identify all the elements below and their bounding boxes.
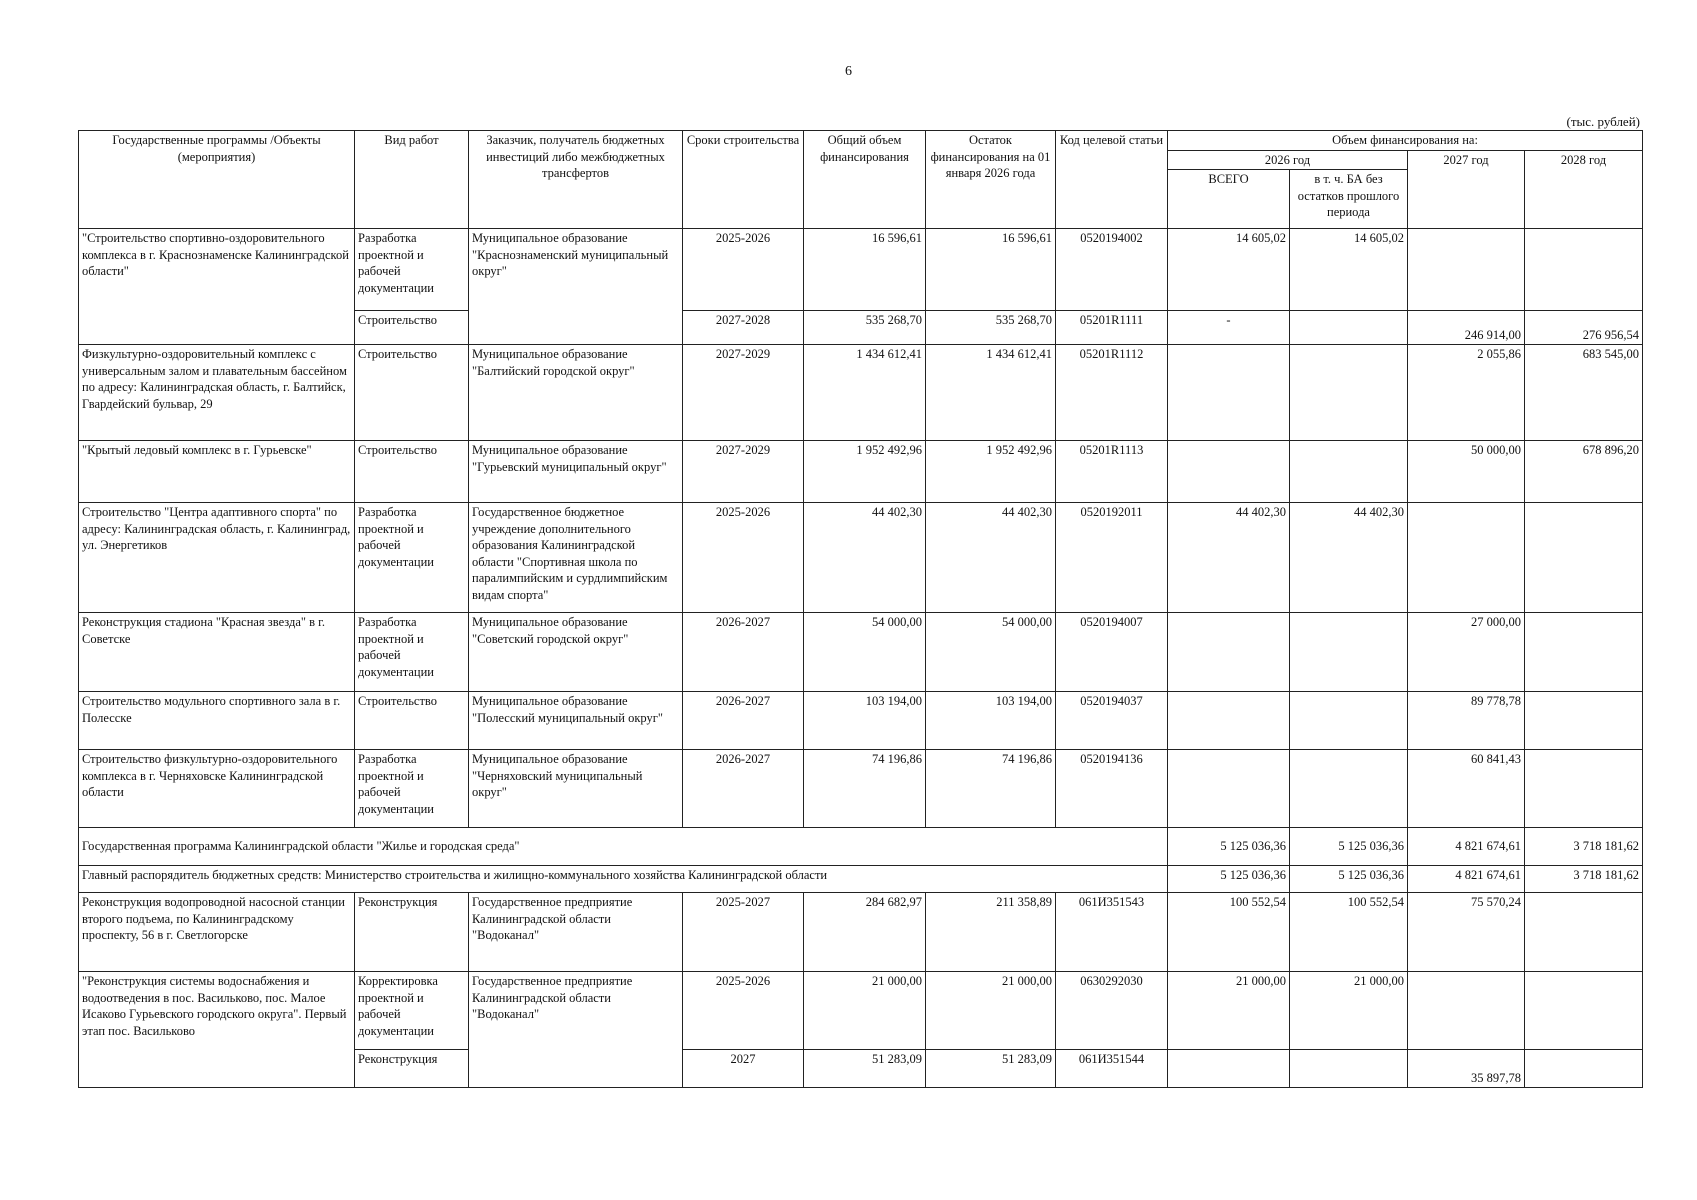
table-row: [79, 893, 1643, 972]
work-type: Разработка проектной и рабочей документации: [355, 503, 469, 613]
amount-2028: 683 545,00: [1525, 345, 1643, 441]
period: 2025-2027: [683, 893, 804, 972]
header-program: Государственные программы /Объекты (мероприятия): [79, 131, 355, 229]
amount-2028: [1525, 1050, 1643, 1088]
amount-2027: 35 897,78: [1408, 1050, 1525, 1088]
object-name: Реконструкция водопроводной насосной станции второго подъема, по Калининградскому проспекту, 56 в г. Светлогорске: [79, 893, 355, 972]
units-note: (тыс. рублей): [1566, 114, 1640, 129]
total-amount: 54 000,00: [804, 613, 926, 692]
header-2027: 2027 год: [1408, 150, 1525, 229]
total-amount: 535 268,70: [804, 311, 926, 345]
period: 2025-2026: [683, 972, 804, 1050]
all-2026: [1168, 441, 1290, 503]
header-remainder: Остаток финансирования на 01 января 2026 года: [926, 131, 1056, 229]
total-amount: 1 952 492,96: [804, 441, 926, 503]
remainder-amount: 211 358,89: [926, 893, 1056, 972]
header-all: ВСЕГО: [1168, 170, 1290, 229]
all-2026: 14 605,02: [1168, 229, 1290, 311]
amount-2028: [1525, 613, 1643, 692]
table-row: [79, 345, 1643, 441]
amount-2027: [1408, 503, 1525, 613]
customer: Муниципальное образование "Советский городской округ": [469, 613, 683, 692]
header-2026: 2026 год: [1168, 150, 1408, 170]
work-type: Разработка проектной и рабочей документации: [355, 229, 469, 311]
remainder-amount: 21 000,00: [926, 972, 1056, 1050]
header-period: Сроки строительства: [683, 131, 804, 229]
program-2027: 4 821 674,61: [1408, 828, 1525, 866]
amount-2027: 89 778,78: [1408, 692, 1525, 750]
work-type: Строительство: [355, 692, 469, 750]
all-2026: 44 402,30: [1168, 503, 1290, 613]
amount-2028: [1525, 893, 1643, 972]
period: 2027-2029: [683, 441, 804, 503]
amount-2027: 246 914,00: [1408, 311, 1525, 345]
all-2026: [1168, 750, 1290, 828]
object-name: Строительство модульного спортивного зала в г. Полесске: [79, 692, 355, 750]
ba-2026: [1290, 311, 1408, 345]
amount-2027: [1408, 972, 1525, 1050]
target-code: 0630292030: [1056, 972, 1168, 1050]
amount-2028: [1525, 972, 1643, 1050]
manager-2027: 4 821 674,61: [1408, 866, 1525, 893]
object-name: Строительство физкультурно-оздоровительного комплекса в г. Черняховске Калининградской области: [79, 750, 355, 828]
total-amount: 21 000,00: [804, 972, 926, 1050]
table-row: [79, 692, 1643, 750]
amount-2027: [1408, 229, 1525, 311]
period: 2026-2027: [683, 613, 804, 692]
period: 2026-2027: [683, 750, 804, 828]
customer: Муниципальное образование "Черняховский муниципальный округ": [469, 750, 683, 828]
total-amount: 103 194,00: [804, 692, 926, 750]
manager-2028: 3 718 181,62: [1525, 866, 1643, 893]
total-amount: 284 682,97: [804, 893, 926, 972]
table-row: [79, 613, 1643, 692]
customer: Муниципальное образование "Балтийский городской округ": [469, 345, 683, 441]
header-funding: Объем финансирования на:: [1168, 131, 1643, 151]
amount-2027: 60 841,43: [1408, 750, 1525, 828]
header-work-type: Вид работ: [355, 131, 469, 229]
table-row: [79, 750, 1643, 828]
period: 2025-2026: [683, 503, 804, 613]
program-2028: 3 718 181,62: [1525, 828, 1643, 866]
period: 2027-2028: [683, 311, 804, 345]
amount-2028: [1525, 692, 1643, 750]
all-2026: [1168, 692, 1290, 750]
header-customer: Заказчик, получатель бюджетных инвестиций либо межбюджетных трансфертов: [469, 131, 683, 229]
table-row: [79, 441, 1643, 503]
amount-2027: 2 055,86: [1408, 345, 1525, 441]
period: 2027: [683, 1050, 804, 1088]
remainder-amount: 1 952 492,96: [926, 441, 1056, 503]
remainder-amount: 103 194,00: [926, 692, 1056, 750]
remainder-amount: 1 434 612,41: [926, 345, 1056, 441]
program-all-2026: 5 125 036,36: [1168, 828, 1290, 866]
all-2026: 100 552,54: [1168, 893, 1290, 972]
page-number: 6: [845, 64, 852, 79]
all-2026: [1168, 1050, 1290, 1088]
target-code: 0520194007: [1056, 613, 1168, 692]
customer: Государственное предприятие Калининградской области "Водоканал": [469, 893, 683, 972]
manager-ba-2026: 5 125 036,36: [1290, 866, 1408, 893]
ba-2026: [1290, 750, 1408, 828]
ba-2026: [1290, 692, 1408, 750]
total-amount: 74 196,86: [804, 750, 926, 828]
program-ba-2026: 5 125 036,36: [1290, 828, 1408, 866]
main-manager-label: Главный распорядитель бюджетных средств: Министерство строительства и жилищно-коммунального хозяйства Калининградской области: [79, 866, 1168, 893]
amount-2028: [1525, 229, 1643, 311]
header-ba: в т. ч. БА без остатков прошлого периода: [1290, 170, 1408, 229]
remainder-amount: 51 283,09: [926, 1050, 1056, 1088]
table-row: [79, 229, 1643, 311]
manager-all-2026: 5 125 036,36: [1168, 866, 1290, 893]
work-type: Строительство: [355, 345, 469, 441]
customer: Муниципальное образование "Полесский муниципальный округ": [469, 692, 683, 750]
ba-2026: 44 402,30: [1290, 503, 1408, 613]
all-2026: [1168, 613, 1290, 692]
target-code: 061И351544: [1056, 1050, 1168, 1088]
ba-2026: 14 605,02: [1290, 229, 1408, 311]
ba-2026: [1290, 441, 1408, 503]
amount-2028: [1525, 503, 1643, 613]
main-manager-row: [79, 866, 1643, 893]
period: 2025-2026: [683, 229, 804, 311]
amount-2028: 678 896,20: [1525, 441, 1643, 503]
amount-2028: [1525, 750, 1643, 828]
customer: Государственное предприятие Калининградской области "Водоканал": [469, 972, 683, 1088]
total-amount: 16 596,61: [804, 229, 926, 311]
amount-2027: 27 000,00: [1408, 613, 1525, 692]
ba-2026: 100 552,54: [1290, 893, 1408, 972]
program-total-row: [79, 828, 1643, 866]
header-total: Общий объем финансирования: [804, 131, 926, 229]
table-row: [79, 503, 1643, 613]
work-type: Корректировка проектной и рабочей документации: [355, 972, 469, 1050]
period: 2026-2027: [683, 692, 804, 750]
work-type: Разработка проектной и рабочей документации: [355, 750, 469, 828]
object-name: "Строительство спортивно-оздоровительного комплекса в г. Краснознаменске Калининградской области": [79, 229, 355, 345]
target-code: 061И351543: [1056, 893, 1168, 972]
total-amount: 1 434 612,41: [804, 345, 926, 441]
target-code: 0520194037: [1056, 692, 1168, 750]
object-name: Строительство "Центра адаптивного спорта" по адресу: Калининградская область, г. Калининград, ул. Энергетиков: [79, 503, 355, 613]
financing-table: [78, 130, 1643, 1088]
work-type: Строительство: [355, 311, 469, 345]
target-code: 05201R1112: [1056, 345, 1168, 441]
target-code: 0520192011: [1056, 503, 1168, 613]
ba-2026: 21 000,00: [1290, 972, 1408, 1050]
ba-2026: [1290, 345, 1408, 441]
total-amount: 44 402,30: [804, 503, 926, 613]
amount-2027: 50 000,00: [1408, 441, 1525, 503]
object-name: "Реконструкция системы водоснабжения и водоотведения в пос. Васильково, пос. Малое Исаково Гурьевского городского округа". Первый этап пос. Васильково: [79, 972, 355, 1088]
object-name: Реконструкция стадиона "Красная звезда" в г. Советске: [79, 613, 355, 692]
customer: Муниципальное образование "Краснознаменский муниципальный округ": [469, 229, 683, 345]
remainder-amount: 54 000,00: [926, 613, 1056, 692]
work-type: Реконструкция: [355, 893, 469, 972]
program-title: Государственная программа Калининградской области "Жилье и городская среда": [79, 828, 1168, 866]
work-type: Реконструкция: [355, 1050, 469, 1088]
all-2026: [1168, 345, 1290, 441]
remainder-amount: 74 196,86: [926, 750, 1056, 828]
amount-2027: 75 570,24: [1408, 893, 1525, 972]
work-type: Разработка проектной и рабочей документации: [355, 613, 469, 692]
total-amount: 51 283,09: [804, 1050, 926, 1088]
target-code: 05201R1113: [1056, 441, 1168, 503]
work-type: Строительство: [355, 441, 469, 503]
period: 2027-2029: [683, 345, 804, 441]
target-code: 0520194002: [1056, 229, 1168, 311]
ba-2026: [1290, 613, 1408, 692]
all-2026: 21 000,00: [1168, 972, 1290, 1050]
target-code: 05201R1111: [1056, 311, 1168, 345]
customer: Государственное бюджетное учреждение дополнительного образования Калининградской области "Спортивная школа по паралимпийским и сурдлимпийским видам спорта": [469, 503, 683, 613]
amount-2028: 276 956,54: [1525, 311, 1643, 345]
remainder-amount: 16 596,61: [926, 229, 1056, 311]
customer: Муниципальное образование "Гурьевский муниципальный округ": [469, 441, 683, 503]
ba-2026: [1290, 1050, 1408, 1088]
remainder-amount: 535 268,70: [926, 311, 1056, 345]
all-2026: -: [1168, 311, 1290, 345]
header-code: Код целевой статьи: [1056, 131, 1168, 229]
object-name: Физкультурно-оздоровительный комплекс с универсальным залом и плавательным бассейном по адресу: Калининградская область, г. Балтийск, Гвардейский бульвар, 29: [79, 345, 355, 441]
header-2028: 2028 год: [1525, 150, 1643, 229]
object-name: "Крытый ледовый комплекс в г. Гурьевске": [79, 441, 355, 503]
remainder-amount: 44 402,30: [926, 503, 1056, 613]
table-row: [79, 972, 1643, 1050]
target-code: 0520194136: [1056, 750, 1168, 828]
